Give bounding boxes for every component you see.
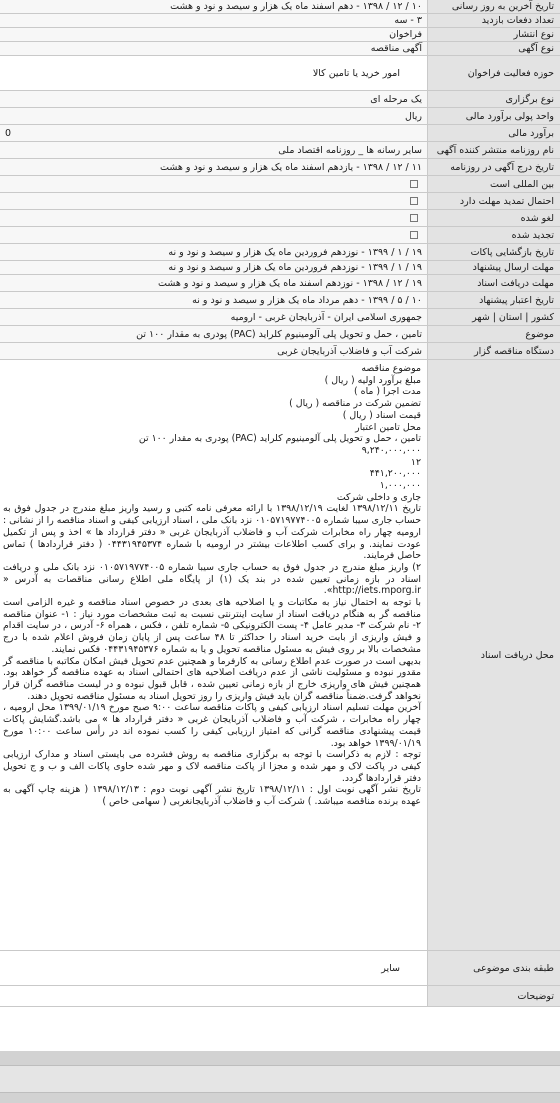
row-holding-type bbox=[0, 91, 560, 108]
footer-strip bbox=[0, 1051, 560, 1103]
label-organizer: دستگاه مناقصه گزار bbox=[427, 343, 560, 359]
label-activity-area: حوزه فعالیت فراخوان bbox=[427, 56, 560, 90]
label-newspaper: نام روزنامه منتشر کننده آگهی bbox=[427, 142, 560, 158]
value-opening-date: ۱۹ / ۱ / ۱۳۹۹ - نوزدهم فروردین ماه یک هزار و سیصد و نود و نه bbox=[0, 244, 427, 260]
value-extension bbox=[0, 193, 427, 209]
label-visit-count: تعداد دفعات بازدید bbox=[427, 14, 560, 27]
value-cancelled bbox=[0, 210, 427, 226]
value-docs-deadline: ۱۹ / ۱۲ / ۱۳۹۸ - نوزدهم اسفند ماه یک هزار و سیصد و نود و هشت bbox=[0, 275, 427, 291]
row-organizer bbox=[0, 343, 560, 360]
row-docs-deadline bbox=[0, 275, 560, 292]
docs-line: موضوع مناقصه bbox=[361, 363, 421, 374]
value-docs-location bbox=[0, 360, 427, 950]
value-estimate: 0 bbox=[0, 125, 427, 141]
docs-paragraph: ۲) واریز مبلغ مندرج در جدول فوق به حساب جاری سیبا شماره ۰۱۰۵۷۱۹۷۷۴۰۰۵ نزد بانک ملی و دریافت اسناد در بازه زمانی تعیین شده در بند یک (۱) از پایگاه ملی اطلاع رسانی مناقصات به آدرس « http://iets.mporg.ir». bbox=[3, 561, 421, 597]
row-newspaper bbox=[0, 142, 560, 159]
docs-paragraph: تاریخ ۱۳۹۸/۱۲/۱۱ لغایت ۱۳۹۸/۱۲/۱۹ با ارائه معرفی نامه کتبی و رسید واریز مبلغ مندرج در جدول فوق به حساب جاری سیبا شماره ۰۱۰۵۷۱۹۷۷۴۰۰۵ نزد بانک ملی ، اسناد ارزیابی کیفی و اسناد مناقصه را از نشانی : ارومیه چهار راه مخابرات شرکت آب و فاضلاب آذربایجان غربی « دفتر قرارداد ها » اخذ و پس از تکمیل عودت نمایند. و برای کسب اطلاعات بیشتر در ارومیه با شماره ۰۴۴۳۱۹۴۵۳۷۴ ( دفتر قراردادها ) تماس حاصل فرمایند. bbox=[3, 503, 421, 562]
docs-line: مدت اجرا ( ماه ) bbox=[354, 386, 421, 398]
label-currency: واحد پولی برآورد مالی bbox=[427, 108, 560, 124]
docs-line: ۱۲ bbox=[410, 456, 421, 468]
value-activity-area bbox=[0, 56, 427, 90]
docs-line: ۹,۲۴۰,۰۰۰,۰۰۰ bbox=[361, 444, 421, 456]
label-last-update: تاریخ آخرین به روز رسانی bbox=[427, 0, 560, 13]
row-validity bbox=[0, 292, 560, 309]
value-category bbox=[0, 951, 427, 985]
docs-line: محل تامین اعتبار bbox=[355, 421, 421, 433]
row-publish-type bbox=[0, 28, 560, 42]
value-newspaper: سایر رسانه ها _ روزنامه اقتصاد ملی bbox=[0, 142, 427, 158]
row-location bbox=[0, 309, 560, 326]
value-holding-type: یک مرحله ای bbox=[0, 91, 427, 107]
label-publish-type: نوع انتشار bbox=[427, 28, 560, 41]
extension-checkbox bbox=[410, 197, 418, 205]
label-estimate: برآورد مالی bbox=[427, 125, 560, 141]
value-notes bbox=[0, 986, 427, 1006]
label-category: طبقه بندی موضوعی bbox=[427, 951, 560, 985]
row-currency bbox=[0, 108, 560, 125]
activity-area-text: امور خرید یا تامین کالا bbox=[312, 67, 400, 79]
docs-line: جاری و داخلی شرکت bbox=[336, 491, 421, 503]
value-newspaper-date: ۱۱ / ۱۲ / ۱۳۹۸ - یازدهم اسفند ماه یک هزار و سیصد و نود و هشت bbox=[0, 159, 427, 175]
docs-paragraph: بدیهی است در صورت عدم اطلاع رسانی به کارفرما و همچنین عدم تحویل فیش امکان مکاتبه با مناقصه گر مقدور نبوده و مسئولیت ناشی از عدم دریافت اصلاحیه های احتمالی اسناد به عهده مناقصه گر خواهد بود. همچنین فیش های واریزی خارج از بازه زمانی تعیین شده ، قابل قبول نبوده و در لیست مناقصه گران قرار نخواهد گرفت.ضمناً مناقصه گران باید فیش واریزی را روز تحویل اسناد به مسئول مناقصه تحویل دهند. bbox=[3, 655, 421, 702]
label-location: کشور | استان | شهر bbox=[427, 309, 560, 325]
renewed-checkbox bbox=[410, 231, 418, 239]
label-proposal-deadline: مهلت ارسال پیشنهاد bbox=[427, 261, 560, 274]
label-holding-type: نوع برگزاری bbox=[427, 91, 560, 107]
label-subject: موضوع bbox=[427, 326, 560, 342]
value-publish-type: فراخوان bbox=[0, 28, 427, 41]
row-ad-type bbox=[0, 42, 560, 56]
docs-line: ۴۴۱,۲۰۰,۰۰۰ bbox=[369, 468, 421, 480]
value-ad-type: آگهی مناقصه bbox=[0, 42, 427, 55]
label-international: بین المللی است bbox=[427, 176, 560, 192]
value-last-update: ۱۰ / ۱۲ / ۱۳۹۸ - دهم اسفند ماه یک هزار و سیصد و نود و هشت bbox=[0, 0, 427, 13]
docs-line: قیمت اسناد ( ریال ) bbox=[342, 409, 421, 421]
row-category bbox=[0, 951, 560, 986]
docs-paragraph: آخرین مهلت تسلیم اسناد ارزیابی کیفی و پاکات مناقصه ساعت ۹:۰۰ صبح مورخ ۱۳۹۹/۰۱/۱۹ محل ارومیه ، چهار راه مخابرات ، شرکت آب و فاضلاب آذربایجان غربی « دفتر قرارداد ها » می باشد.گشایش پاکات قیمت پیشنهادی مناقصه گرانی که امتیاز ارزیابی کیفی را کسب نموده اند در رأس ساعت ۱۰:۰۰ مورخ ۱۳۹۹/۰۱/۱۹ خواهد بود. bbox=[3, 702, 421, 749]
label-renewed: تجدید شده bbox=[427, 227, 560, 243]
docs-paragraph: با توجه به احتمال نیاز به مکاتبات و یا اصلاحیه های بعدی در خصوص اسناد مناقصه و غیره الزامی است مناقصه گر به هنگام دریافت اسناد از سایت اینترنتی نسبت به ثبت مشخصات مورد نیاز : ۱- عنوان مناقصه ۲- نام شرکت ۳- مدیر عامل ۴- پست الکترونیکی ۵- شماره تلفن ، فکس ، همراه ۶- آدرس ، در سایت اقدام و فیش واریزی از بابت خرید اسناد را حداکثر تا ۴۸ ساعت پس از پایان زمان فروش اعلام شده با درج مشخصات بالا بر روی فیش به مسئول مناقصه تحویل و یا به شماره ۰۴۴۳۱۹۴۵۳۷۶ فکس نمایند. bbox=[3, 597, 421, 655]
value-organizer: شرکت آب و فاضلاب آذربایجان غربی bbox=[0, 343, 427, 359]
value-international bbox=[0, 176, 427, 192]
label-opening-date: تاریخ بازگشایی پاکات bbox=[427, 244, 560, 260]
value-validity: ۱۰ / ۵ / ۱۳۹۹ - دهم مرداد ماه یک هزار و سیصد و نود و نه bbox=[0, 292, 427, 308]
value-renewed bbox=[0, 227, 427, 243]
docs-line: تضمین شرکت در مناقصه ( ریال ) bbox=[289, 398, 421, 410]
row-estimate bbox=[0, 125, 560, 142]
category-text: سایر bbox=[381, 962, 400, 974]
label-newspaper-date: تاریخ درج آگهی در روزنامه bbox=[427, 159, 560, 175]
label-ad-type: نوع آگهی bbox=[427, 42, 560, 55]
docs-line: ۱,۰۰۰,۰۰۰ bbox=[379, 480, 421, 492]
value-currency: ریال bbox=[0, 108, 427, 124]
row-subject bbox=[0, 326, 560, 343]
footer-bar bbox=[0, 1065, 560, 1093]
docs-line: تامین ، حمل و تحویل پلی آلومینیوم کلراید (PAC) پودری به مقدار ۱۰۰ تن bbox=[138, 433, 421, 445]
international-checkbox bbox=[410, 180, 418, 188]
cancelled-checkbox bbox=[410, 214, 418, 222]
label-notes: توضیحات bbox=[427, 986, 560, 1006]
docs-line: مبلغ برآورد اولیه ( ریال ) bbox=[324, 374, 421, 386]
row-visit-count bbox=[0, 14, 560, 28]
label-cancelled: لغو شده bbox=[427, 210, 560, 226]
row-opening-date bbox=[0, 244, 560, 261]
value-visit-count: ۳ - سه bbox=[0, 14, 427, 27]
row-renewed bbox=[0, 227, 560, 244]
value-location: جمهوری اسلامی ایران - آذربایجان غربی - ارومیه bbox=[0, 309, 427, 325]
row-activity-area bbox=[0, 56, 560, 91]
label-docs-location: محل دریافت اسناد bbox=[427, 360, 560, 950]
row-international bbox=[0, 176, 560, 193]
row-notes bbox=[0, 986, 560, 1007]
label-extension: احتمال تمدید مهلت دارد bbox=[427, 193, 560, 209]
row-newspaper-date bbox=[0, 159, 560, 176]
row-docs-location bbox=[0, 360, 560, 951]
row-cancelled bbox=[0, 210, 560, 227]
docs-paragraph: تاریخ نشر آگهی نوبت اول : ۱۳۹۸/۱۲/۱۱ تاریخ نشر آگهی نوبت دوم : ۱۳۹۸/۱۲/۱۳ ( هزینه چاپ آگهی به عهده برنده مناقصه میباشد. ) شرکت آب و فاضلاب آذربایجانغربی ( سهامی خاص ) bbox=[3, 784, 421, 808]
row-proposal-deadline bbox=[0, 261, 560, 275]
value-subject: تامین ، حمل و تحویل پلی آلومینیوم کلراید (PAC) پودری به مقدار ۱۰۰ تن bbox=[0, 326, 427, 342]
value-proposal-deadline: ۱۹ / ۱ / ۱۳۹۹ - نوزدهم فروردین ماه یک هزار و سیصد و نود و نه bbox=[0, 261, 427, 274]
label-validity: تاریخ اعتبار پیشنهاد bbox=[427, 292, 560, 308]
label-docs-deadline: مهلت دریافت اسناد bbox=[427, 275, 560, 291]
docs-paragraph: توجه : لازم به ذکراست با توجه به برگزاری مناقصه به روش فشرده می بایستی اسناد و مدارک ارزیابی کیفی در پاکت لاک و مهر شده و مجزا از پاکت مناقصه لاک و مهر شده حاوی پاکات الف و ب و ج تحویل دفتر قراردادها گردد. bbox=[3, 749, 421, 784]
row-last-update bbox=[0, 0, 560, 14]
row-extension bbox=[0, 193, 560, 210]
